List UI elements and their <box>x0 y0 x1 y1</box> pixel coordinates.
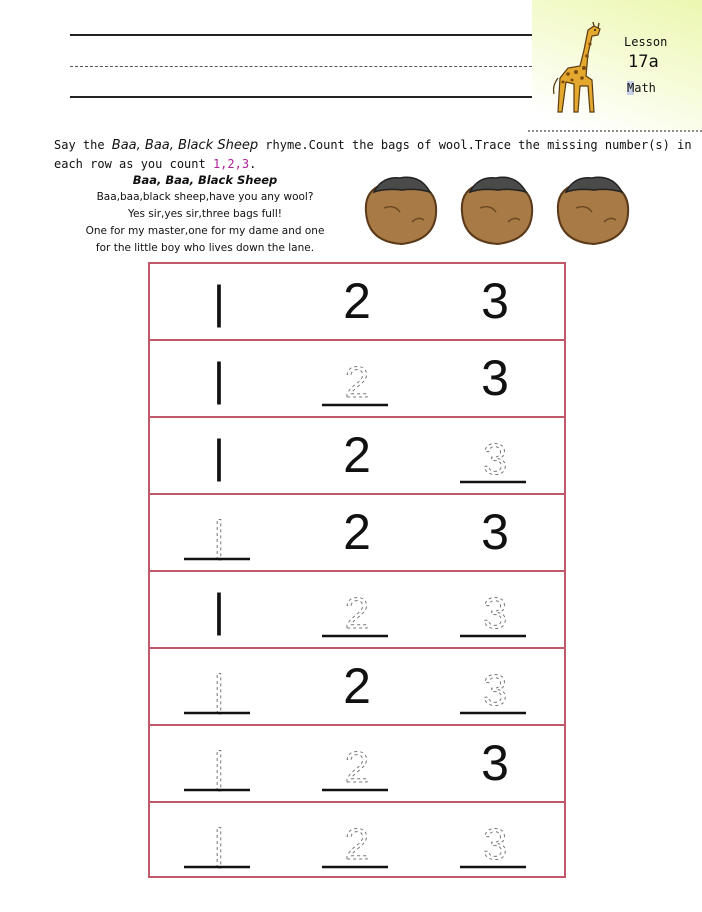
wool-bag-icon <box>366 177 436 244</box>
count-numbers: 1,2,3 <box>212 157 250 171</box>
poem-line: for the little boy who lives down the lane. <box>95 242 315 254</box>
grid-row <box>150 418 564 495</box>
number-cell <box>288 418 426 493</box>
svg-text:2: 2 <box>343 427 371 483</box>
svg-text:2: 2 <box>344 820 370 869</box>
svg-text:2: 2 <box>343 658 371 714</box>
counting-grid <box>148 262 566 878</box>
trace-number-cell[interactable] <box>288 803 426 878</box>
poem-line: One for my master,one for my dame and one <box>85 225 325 237</box>
svg-text:|: | <box>213 276 225 328</box>
svg-text:|: | <box>213 430 225 482</box>
number-cell <box>150 572 288 647</box>
svg-text:3: 3 <box>482 589 508 638</box>
svg-text:3: 3 <box>481 735 509 791</box>
grid-row <box>150 495 564 572</box>
giraffe-icon <box>548 20 612 126</box>
svg-text:2: 2 <box>344 358 370 407</box>
trace-number-cell[interactable] <box>288 341 426 416</box>
number-cell <box>426 726 564 801</box>
svg-text:|: | <box>213 820 225 869</box>
lesson-number: 17a <box>628 52 659 72</box>
grid-row <box>150 649 564 726</box>
subject-initial: M <box>627 81 635 95</box>
number-cell <box>426 341 564 416</box>
svg-text:2: 2 <box>343 273 371 329</box>
number-cell <box>150 418 288 493</box>
grid-row <box>150 264 564 341</box>
number-cell <box>150 264 288 339</box>
trace-number-cell[interactable] <box>426 418 564 493</box>
svg-text:3: 3 <box>482 666 508 715</box>
number-cell <box>426 495 564 570</box>
instructions-end: . <box>249 157 257 171</box>
poem-line: Baa,baa,black sheep,have you any wool? <box>96 191 314 203</box>
rhyme-name: Baa, Baa, Black Sheep <box>111 138 259 153</box>
wool-bag-icon <box>558 177 628 244</box>
instructions-lead: Say the <box>54 138 112 152</box>
trace-number-cell[interactable] <box>288 726 426 801</box>
svg-text:2: 2 <box>343 504 371 560</box>
grid-row <box>150 572 564 649</box>
svg-text:2: 2 <box>344 743 370 792</box>
name-line-middle <box>70 66 532 67</box>
trace-number-cell[interactable] <box>426 572 564 647</box>
svg-text:3: 3 <box>481 273 509 329</box>
number-cell <box>288 264 426 339</box>
lesson-label: Lesson <box>624 35 668 49</box>
grid-row <box>150 726 564 803</box>
svg-text:|: | <box>213 743 225 792</box>
trace-number-cell[interactable] <box>288 572 426 647</box>
number-cell <box>150 341 288 416</box>
grid-row <box>150 803 564 880</box>
trace-number-cell[interactable] <box>426 649 564 724</box>
grid-row <box>150 341 564 418</box>
instructions-mid: rhyme.Count the bags of wool.Trace the missing number(s) in each row as you count <box>54 138 692 171</box>
svg-text:2: 2 <box>344 589 370 638</box>
poem-line: Yes sir,yes sir,three bags full! <box>128 208 282 220</box>
number-cell <box>426 264 564 339</box>
trace-number-cell[interactable] <box>150 803 288 878</box>
trace-number-cell[interactable] <box>150 649 288 724</box>
svg-text:3: 3 <box>482 820 508 869</box>
svg-text:|: | <box>213 584 225 636</box>
trace-number-cell[interactable] <box>426 803 564 878</box>
svg-text:|: | <box>213 353 225 405</box>
svg-text:|: | <box>213 666 225 715</box>
svg-text:3: 3 <box>481 504 509 560</box>
name-line-bottom <box>70 96 532 98</box>
subject-rest: ath <box>634 81 656 95</box>
svg-text:3: 3 <box>481 350 509 406</box>
poem-title: Baa, Baa, Black Sheep <box>132 173 278 187</box>
wool-bags <box>356 166 646 252</box>
wool-bag-icon <box>462 177 532 244</box>
corner-divider <box>528 130 702 135</box>
name-line-top <box>70 34 532 36</box>
trace-number-cell[interactable] <box>150 495 288 570</box>
poem <box>60 172 350 257</box>
number-cell <box>288 649 426 724</box>
svg-text:|: | <box>213 512 225 561</box>
number-cell <box>288 495 426 570</box>
svg-text:3: 3 <box>482 435 508 484</box>
trace-number-cell[interactable] <box>150 726 288 801</box>
lesson-subject <box>627 81 656 95</box>
